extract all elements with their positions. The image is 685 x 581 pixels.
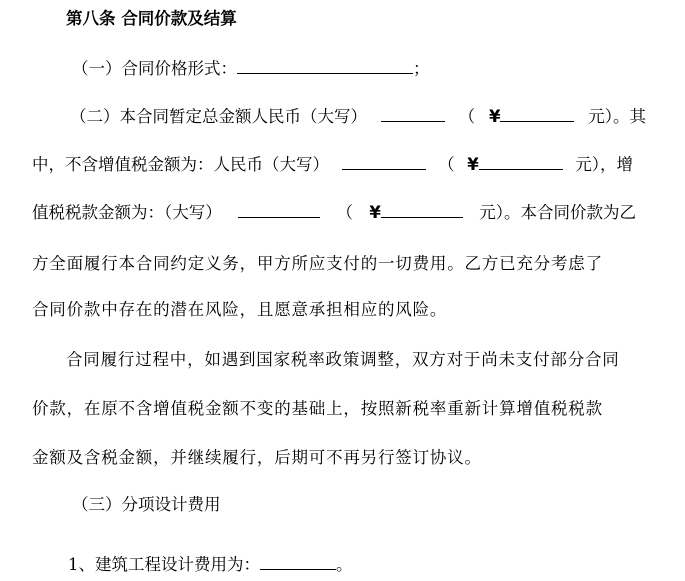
section1-label: （一）合同价格形式： [72, 59, 237, 78]
section3-label: （三）分项设计费用 [72, 495, 221, 514]
paragraph2-line-3: 金额及含税金额，并继续履行，后期可不再另行签订协议。 [32, 448, 482, 467]
section2-line1-a: （二）本合同暂定总金额人民币（大写） [70, 107, 367, 126]
tax-amount-words-blank[interactable] [238, 202, 320, 218]
section2-line-4: 方全面履行本合同约定义务，甲方所应支付的一切费用。乙方已充分考虑了 [32, 254, 603, 273]
item1-line [68, 554, 353, 576]
tax-amount-number-blank[interactable] [381, 202, 463, 218]
item1-label: 1、建筑工程设计费用为： [68, 555, 260, 574]
building-design-fee-blank[interactable] [260, 554, 336, 570]
section2-line-5: 合同价款中存在的潜在风险，且愿意承担相应的风险。 [32, 300, 448, 319]
pretax-amount-words-blank[interactable] [342, 154, 426, 170]
section1-line [72, 58, 430, 80]
paragraph2-line-1: 合同履行过程中，如遇到国家税率政策调整，双方对于尚未支付部分合同 [66, 350, 620, 369]
yen-symbol: ¥ [467, 155, 479, 174]
article-title: 第八条 合同价款及结算 [66, 9, 237, 28]
section2-line-2 [32, 154, 633, 176]
section2-line3-c: 元）。本合同价款为乙 [479, 203, 636, 222]
section2-line1-b: （ [458, 107, 476, 126]
yen-symbol: ¥ [369, 203, 381, 222]
section2-line-1 [70, 106, 646, 128]
section1-end: ； [413, 59, 430, 78]
section2-line3-a: 值税税款金额为：（大写） [32, 203, 222, 222]
section2-line-3 [32, 202, 636, 224]
section2-line2-c: 元），增 [575, 155, 633, 174]
pretax-amount-number-blank[interactable] [479, 154, 563, 170]
section2-line2-b: （ [438, 155, 455, 174]
section2-line3-b: （ [336, 203, 353, 222]
total-amount-words-blank[interactable] [381, 106, 445, 122]
total-amount-number-blank[interactable] [500, 106, 574, 122]
price-form-blank[interactable] [237, 58, 413, 74]
section2-line2-a: 中，不含增值税金额为：人民币（大写） [32, 155, 329, 174]
section2-line1-c: 元）。其 [588, 107, 646, 126]
item1-end: 。 [336, 555, 353, 574]
paragraph2-line-2: 价款，在原不含增值税金额不变的基础上，按照新税率重新计算增值税税款 [32, 399, 603, 418]
yen-symbol: ¥ [488, 107, 501, 126]
